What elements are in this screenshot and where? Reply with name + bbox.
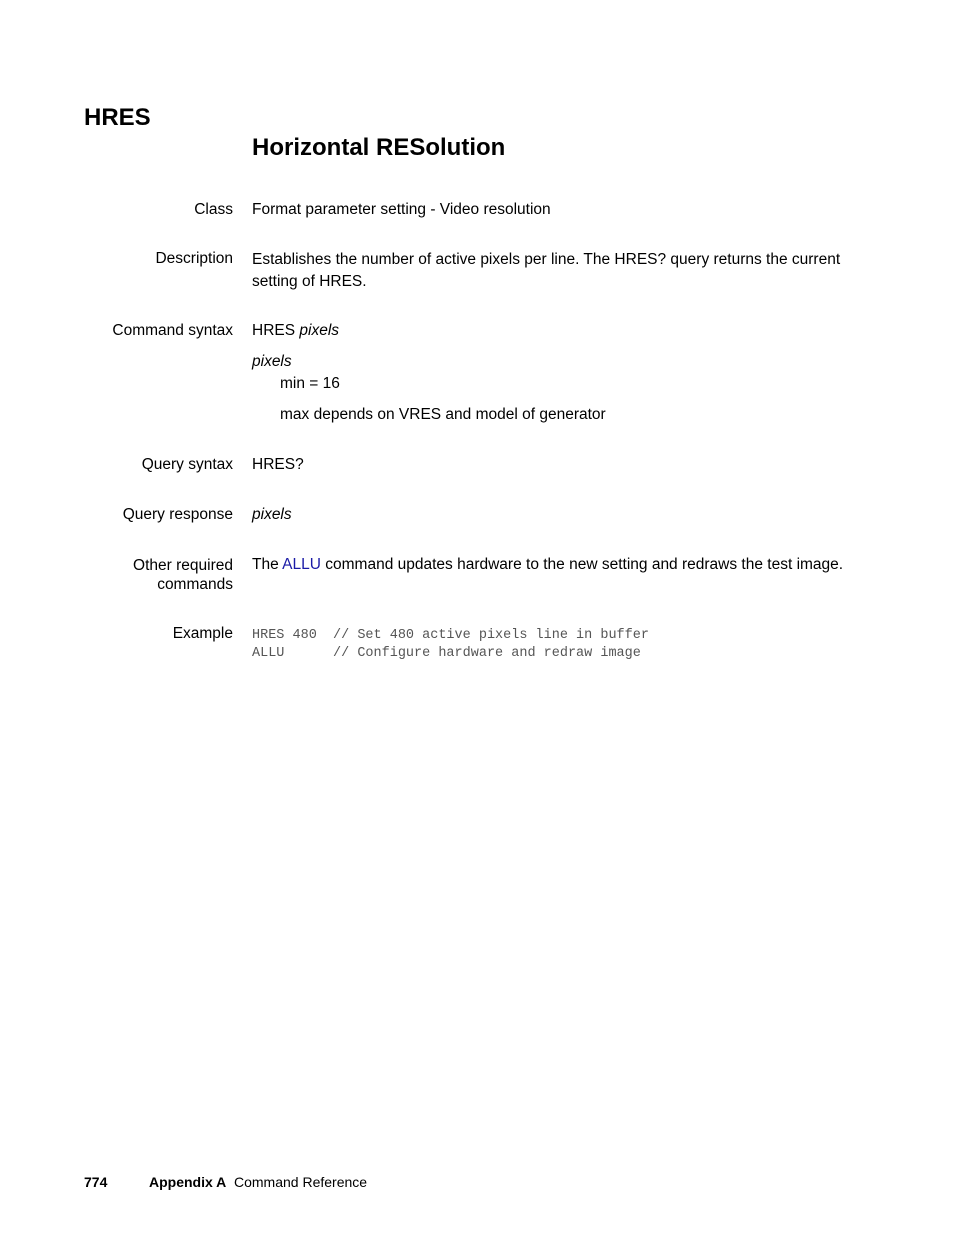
other-required-value [252, 556, 843, 574]
example-code-line-2: ALLU // Configure hardware and redraw image [252, 646, 641, 661]
allu-link[interactable]: ALLU [282, 556, 321, 573]
class-value: Format parameter setting - Video resolution [252, 201, 551, 218]
page-number: 774 [84, 1174, 108, 1190]
footer-appendix: Appendix A [149, 1174, 227, 1190]
query-syntax-label: Query syntax [141, 456, 233, 473]
param-name: pixels [252, 353, 292, 370]
footer-section: Command Reference [234, 1174, 368, 1190]
other-required-prefix: The [252, 556, 279, 573]
other-required-suffix: command updates hardware to the new setting and redraws the test image. [325, 556, 844, 573]
syntax-command: HRES [252, 322, 296, 339]
query-syntax-value: HRES? [252, 456, 304, 473]
description-value: Establishes the number of active pixels per line. The HRES? query returns the current setting of HRES. [252, 251, 841, 290]
command-syntax-value [252, 322, 339, 340]
query-response-value: pixels [252, 506, 292, 523]
example-label: Example [172, 625, 233, 642]
command-name: HRES [84, 104, 151, 131]
other-required-label [133, 556, 233, 594]
query-response-label: Query response [122, 506, 233, 523]
description-label: Description [155, 250, 233, 267]
other-required-label-line1: Other required [133, 557, 233, 574]
command-syntax-label: Command syntax [112, 322, 233, 339]
example-code-line-1: HRES 480 // Set 480 active pixels line in buffer [252, 628, 649, 643]
other-required-label-line2: commands [157, 576, 233, 593]
syntax-param: pixels [299, 322, 340, 339]
page-title: Horizontal RESolution [252, 134, 506, 161]
param-min: min = 16 [280, 375, 340, 392]
class-label: Class [194, 201, 233, 218]
param-max: max depends on VRES and model of generator [280, 406, 606, 423]
